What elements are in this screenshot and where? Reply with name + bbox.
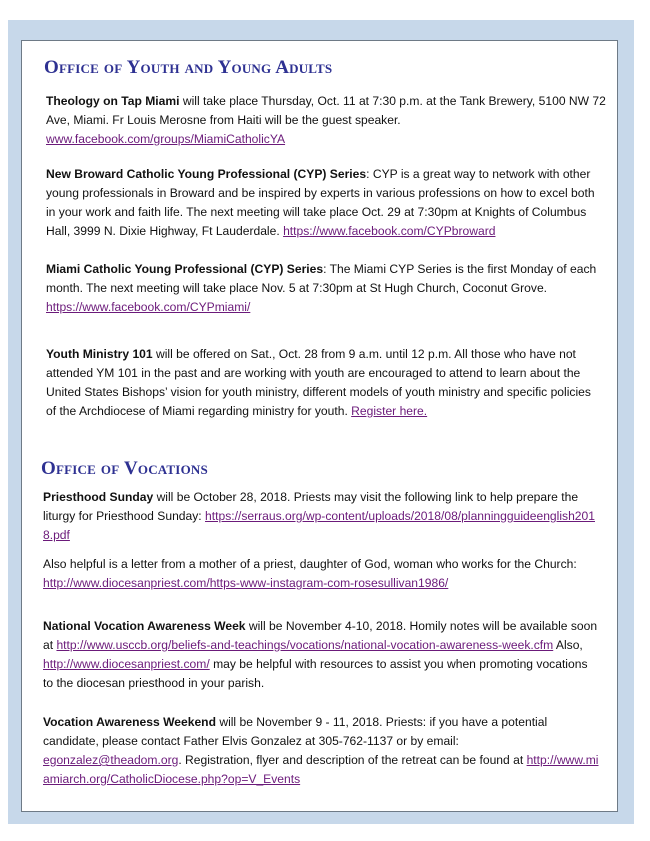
vocation-weekend-text1: will be November 9 - 11, 2018. Priests: if you have a potential candidate, please contact Father Elvis Gonzalez at 305-762-1137 or by email:: [43, 715, 548, 748]
miami-cyp-link[interactable]: https://www.facebook.com/CYPmiami/: [46, 300, 251, 314]
priesthood-sunday-title: Priesthood Sunday: [43, 490, 154, 504]
vocation-week-text2: Also,: [553, 638, 583, 652]
priesthood-sunday-paragraph: [43, 488, 599, 545]
miamiarch-link[interactable]: http://www.miamiarch.org/CatholicDiocese.php?op=V_Events: [43, 753, 599, 786]
miami-cyp-paragraph: [46, 260, 602, 317]
vocation-weekend-title: Vocation Awareness Weekend: [43, 715, 216, 729]
vocation-week-text1: will be November 4-10, 2018. Homily notes will be available soon at: [43, 619, 598, 652]
miami-cyp-title: Miami Catholic Young Professional (CYP) Series: [46, 262, 324, 276]
theology-on-tap-text: will take place Thursday, Oct. 11 at 7:30 p.m. at the Tank Brewery, 5100 NW 72 Ave, Miami. Fr Louis Merosne from Haiti will be the guest speaker.: [46, 94, 606, 127]
priesthood-sunday-text: will be October 28, 2018. Priests may visit the following link to help prepare the liturgy for Priesthood Sunday:: [43, 490, 579, 523]
youth-ministry-title: Youth Ministry 101: [46, 347, 153, 361]
office-youth-heading: Office of Youth and Young Adults: [44, 57, 333, 78]
letter-link[interactable]: http://www.diocesanpriest.com/https-www-instagram-com-rosesullivan1986/: [43, 576, 449, 590]
youth-ministry-text: will be offered on Sat., Oct. 28 from 9 a.m. until 12 p.m. All those who have not attended YM 101 in the past and are working with youth are encouraged to attend to learn about the United States Bishops’ vision for youth ministry, different models of youth ministry and specific policies of the Archdiocese of Miami regarding ministry for youth.: [46, 347, 591, 418]
theology-on-tap-paragraph: [46, 92, 606, 149]
vocation-weekend-text2: . Registration, flyer and description of the retreat can be found at: [178, 753, 527, 767]
usccb-link[interactable]: http://www.usccb.org/beliefs-and-teachings/vocations/national-vocation-awareness-week.cfm: [56, 638, 554, 652]
broward-cyp-link[interactable]: https://www.facebook.com/CYPbroward: [283, 224, 496, 238]
priesthood-guide-link[interactable]: https://serraus.org/wp-content/uploads/2018/08/planningguideenglish2018.pdf: [43, 509, 595, 542]
email-link[interactable]: egonzalez@theadom.org: [43, 753, 179, 767]
broward-cyp-text: : CYP is a great way to network with other young professionals in Broward and be inspired by experts in various professions on how to excel both in your work and faith life. The next meeting will take place Oct. 29 at 7:30pm at Knights of Columbus Hall, 3999 N. Dixie Highway, Ft Lauderdale.: [46, 167, 595, 238]
vocation-week-text3: may be helpful with resources to assist you when promoting vocations to the diocesan priesthood in your parish.: [43, 657, 588, 690]
vocation-weekend-paragraph: [43, 713, 599, 789]
letter-paragraph: [43, 555, 599, 593]
miami-cyp-text: : The Miami CYP Series is the first Monday of each month. The next meeting will take place Nov. 5 at 7:30pm at St Hugh Church, Coconut Grove.: [46, 262, 597, 295]
broward-cyp-paragraph: [46, 165, 602, 241]
broward-cyp-title: New Broward Catholic Young Professional (CYP) Series: [46, 167, 367, 181]
vocation-week-paragraph: [43, 617, 599, 693]
vocation-week-title: National Vocation Awareness Week: [43, 619, 246, 633]
youth-ministry-paragraph: [46, 345, 602, 421]
content-panel: [21, 40, 618, 812]
letter-text: Also helpful is a letter from a mother of a priest, daughter of God, woman who works for the Church:: [43, 557, 577, 571]
office-vocations-heading: Office of Vocations: [41, 458, 208, 479]
register-link[interactable]: Register here.: [351, 404, 428, 418]
diocesanpriest-link[interactable]: http://www.diocesanpriest.com/: [43, 657, 210, 671]
theology-on-tap-link[interactable]: www.facebook.com/groups/MiamiCatholicYA: [46, 132, 286, 146]
theology-on-tap-title: Theology on Tap Miami: [46, 94, 180, 108]
